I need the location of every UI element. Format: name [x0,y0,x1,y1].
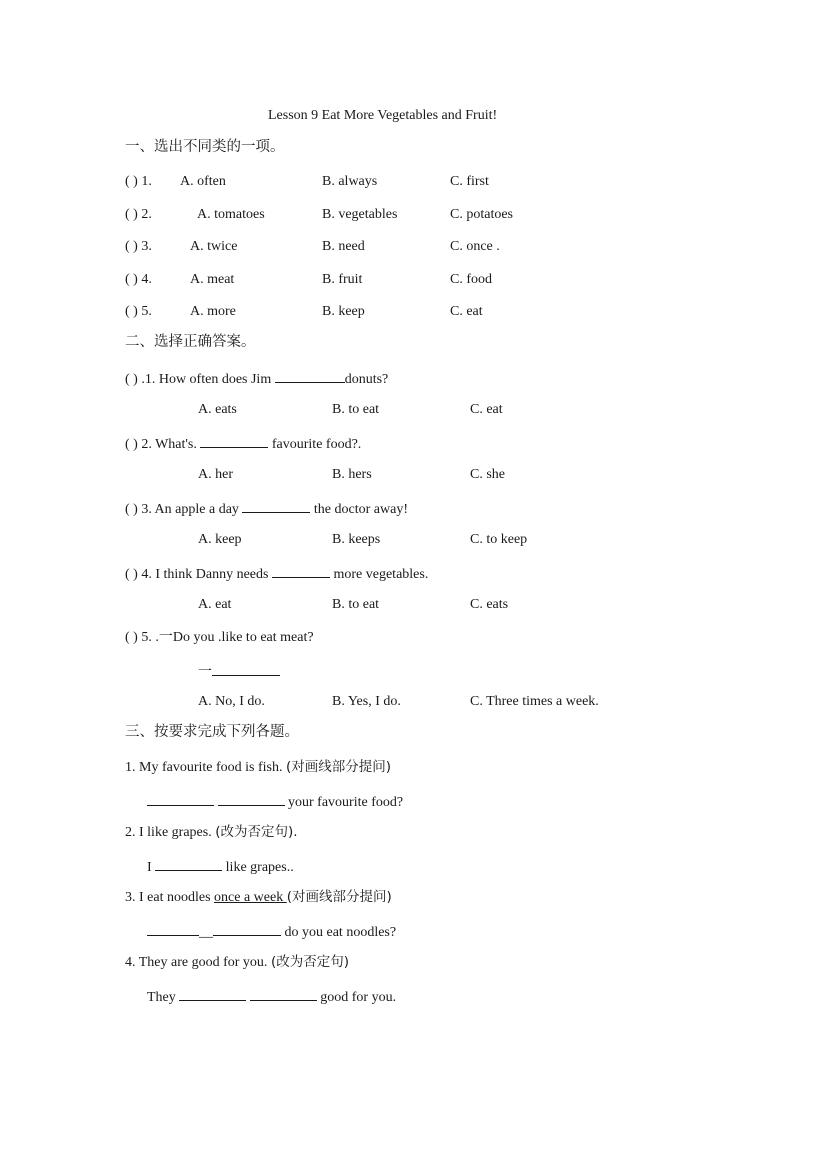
answer-text: I [147,860,156,875]
question-text: 1. My favourite food is fish. [125,760,286,775]
option-c: C. once . [450,239,500,254]
option-b: B. always [322,174,378,189]
s3-question-3 [125,888,392,907]
option-b: B. keep [322,304,365,319]
s1-item-2 [125,206,152,224]
question-text: 2. I like grapes. [125,825,216,840]
answer-paren[interactable]: ( ) [125,304,138,319]
question-text-end: more vegetables. [329,567,429,582]
s3-question-2 [125,823,298,842]
option-c: C. she [470,467,505,482]
question-text: 4. They are good for you. [125,955,271,970]
answer-paren[interactable]: ( ) [125,239,138,254]
s2-question-4 [125,563,428,584]
instruction-hint: (改为否定句) [270,954,349,970]
option-b: B. fruit [322,272,363,287]
answer-text: your favourite food? [284,795,404,810]
s1-item-5 [125,303,152,321]
s3-answer-3 [147,921,396,942]
answer-paren[interactable]: ( ) [125,207,138,222]
s3-answer-4 [147,986,396,1007]
section1-heading: 一、选出不同类的一项。 [125,139,285,155]
fill-blank[interactable] [155,856,222,871]
option-b: B. Yes, I do. [332,694,401,709]
answer-text: do you eat noodles? [281,925,397,940]
fill-blank[interactable] [250,986,317,1001]
s3-question-1 [125,758,391,777]
fill-blank[interactable] [213,921,281,936]
section2-heading: 二、选择正确答案。 [125,334,256,350]
option-a: A. eat [198,597,232,612]
answer-paren[interactable]: ( ) [125,372,138,387]
option-a: A. No, I do. [198,694,265,709]
item-number: 2. [141,207,152,222]
fill-blank[interactable] [147,791,214,806]
option-b: B. vegetables [322,207,398,222]
instruction-hint: (对画线部分提问) [285,759,392,775]
dialogue-reply [198,661,280,682]
question-text: 4. I think Danny needs [141,567,272,582]
question-text: 3. I eat noodles [125,890,215,905]
fill-blank[interactable] [179,986,246,1001]
option-a: A. more [190,304,236,319]
question-text: 5. .一Do you .like to eat meat? [141,630,314,645]
s1-item-3 [125,238,152,256]
instruction-hint: (对画线部分提问) [286,889,392,905]
answer-paren[interactable]: ( ) [125,174,138,189]
fill-blank[interactable] [218,791,285,806]
s3-answer-1 [147,791,403,812]
page-title: Lesson 9 Eat More Vegetables and Fruit! [268,108,498,123]
option-c: C. eat [450,304,483,319]
answer-paren[interactable]: ( ) [125,272,138,287]
item-number: 5. [141,304,152,319]
option-c: C. potatoes [450,207,513,222]
answer-paren[interactable]: ( ) [125,437,138,452]
option-c: C. to keep [470,532,528,547]
option-c: C. Three times a week. [470,694,599,709]
question-text: 3. An apple a day [141,502,243,517]
question-text-end: donuts? [344,372,389,387]
fill-blank[interactable] [212,661,280,676]
option-a: A. her [198,467,233,482]
option-c: C. eat [470,402,503,417]
s2-question-1 [125,368,388,389]
item-number: 3. [141,239,152,254]
s2-question-3 [125,498,408,519]
option-a: A. often [180,174,226,189]
s2-question-2 [125,433,361,454]
question-text: 2. What's. [141,437,201,452]
s3-answer-2 [147,856,294,877]
option-c: C. eats [470,597,509,612]
option-b: B. need [322,239,365,254]
option-c: C. first [450,174,489,189]
answer-text-end: good for you. [316,990,397,1005]
question-text-end: the doctor away! [310,502,408,517]
option-b: B. to eat [332,597,380,612]
option-c: C. food [450,272,492,287]
answer-paren[interactable]: ( ) [125,502,138,517]
s2-question-5 [125,629,314,647]
fill-blank[interactable] [147,921,199,936]
option-a: A. meat [190,272,235,287]
item-number: 4. [141,272,152,287]
question-text: .1. How often does Jim [141,372,275,387]
answer-text: They [147,990,180,1005]
option-a: A. keep [198,532,242,547]
option-b: B. to eat [332,402,380,417]
answer-paren[interactable]: ( ) [125,567,138,582]
option-b: B. keeps [332,532,381,547]
option-a: A. eats [198,402,237,417]
answer-text-end: like grapes.. [222,860,294,875]
instruction-hint: (改为否定句). [215,824,298,840]
option-b: B. hers [332,467,372,482]
question-text-end: favourite food?. [268,437,362,452]
item-number: 1. [141,174,152,189]
fill-blank[interactable] [200,433,268,448]
option-a: A. tomatoes [197,207,265,222]
s1-item-1 [125,173,152,191]
answer-separator: __ [199,925,213,940]
option-a: A. twice [190,239,238,254]
underlined-phrase: once a week [214,890,287,905]
section3-heading: 三、按要求完成下列各题。 [125,724,299,740]
fill-blank[interactable] [272,563,330,578]
fill-blank[interactable] [242,498,310,513]
reply-dash: 一 [198,665,212,680]
s1-item-4 [125,271,152,289]
s3-question-4 [125,953,349,972]
answer-paren[interactable]: ( ) [125,630,138,645]
fill-blank[interactable] [275,368,345,383]
